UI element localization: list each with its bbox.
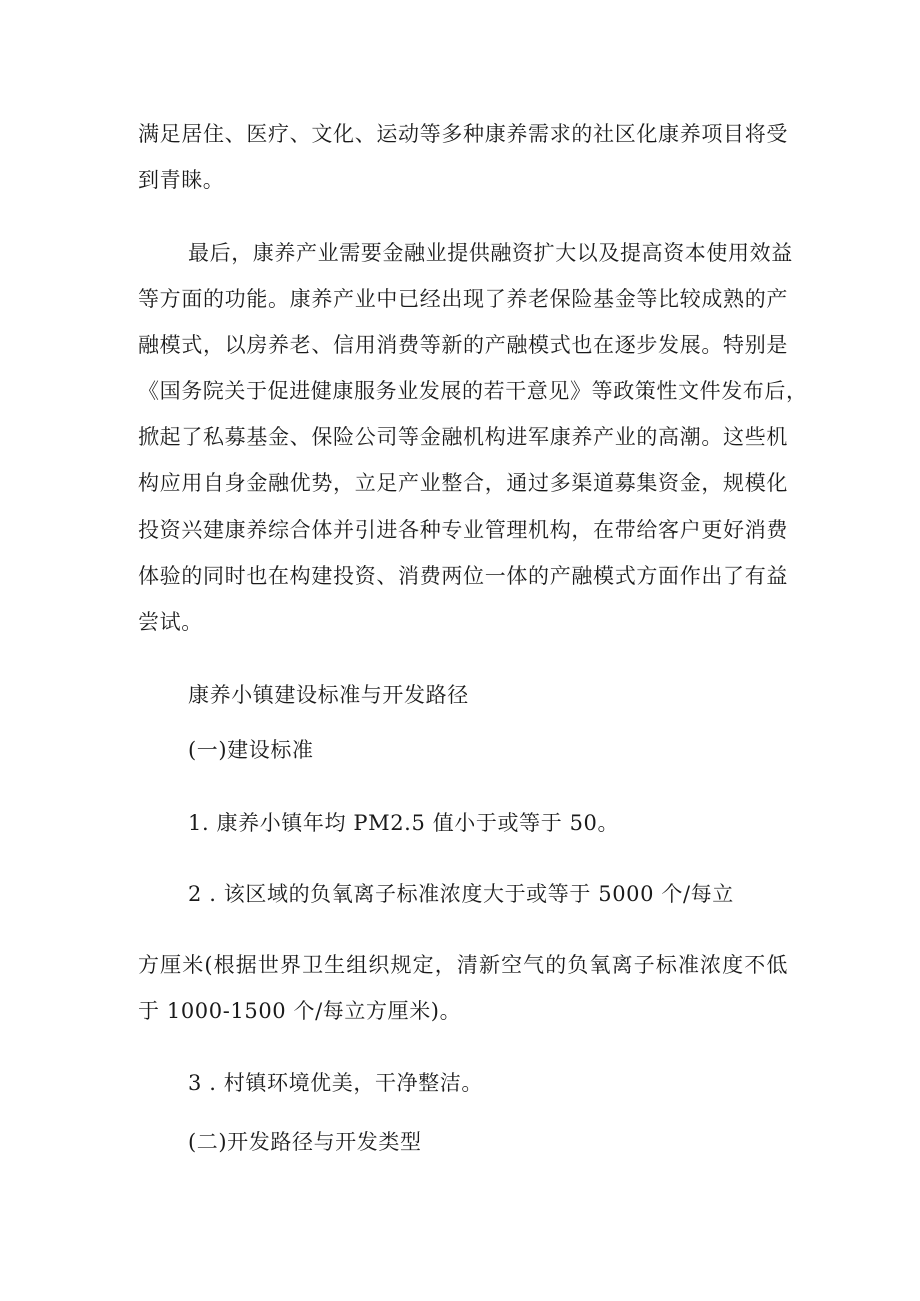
list-item: 3 . 村镇环境优美，干净整洁。 [188,1071,483,1095]
paragraph-line: 最后，康养产业需要金融业提供融资扩大以及提高资本使用效益 [188,241,793,265]
paragraph-line: 到青睐。 [138,168,225,192]
paragraph-line: 方厘米(根据世界卫生组织规定，清新空气的负氧离子标准浓度不低 [138,953,788,977]
paragraph-line: 掀起了私募基金、保险公司等金融机构进军康养产业的高潮。这些机 [138,425,788,449]
paragraph-line: 融模式，以房养老、信用消费等新的产融模式也在逐步发展。特别是 [138,333,788,357]
paragraph-line: 构应用自身金融优势，立足产业整合，通过多渠道募集资金，规模化 [138,471,788,495]
paragraph-line: 等方面的功能。康养产业中已经出现了养老保险基金等比较成熟的产 [138,287,788,311]
list-item: 2 . 该区域的负氧离子标准浓度大于或等于 5000 个/每立 [188,882,734,906]
paragraph-line: 《国务院关于促进健康服务业发展的若干意见》等政策性文件发布后， [138,379,808,403]
subsection-heading: (一)建设标准 [188,738,314,762]
section-heading: 康养小镇建设标准与开发路径 [188,683,469,707]
paragraph-line: 投资兴建康养综合体并引进各种专业管理机构，在带给客户更好消费 [138,518,788,542]
subsection-heading: (二)开发路径与开发类型 [188,1130,422,1154]
list-item: 1. 康养小镇年均 PM2.5 值小于或等于 50。 [188,811,620,835]
paragraph-line: 于 1000-1500 个/每立方厘米)。 [138,999,462,1023]
paragraph-line: 满足居住、医疗、文化、运动等多种康养需求的社区化康养项目将受 [138,122,788,146]
paragraph-line: 体验的同时也在构建投资、消费两位一体的产融模式方面作出了有益 [138,564,788,588]
paragraph-line: 尝试。 [138,610,203,634]
